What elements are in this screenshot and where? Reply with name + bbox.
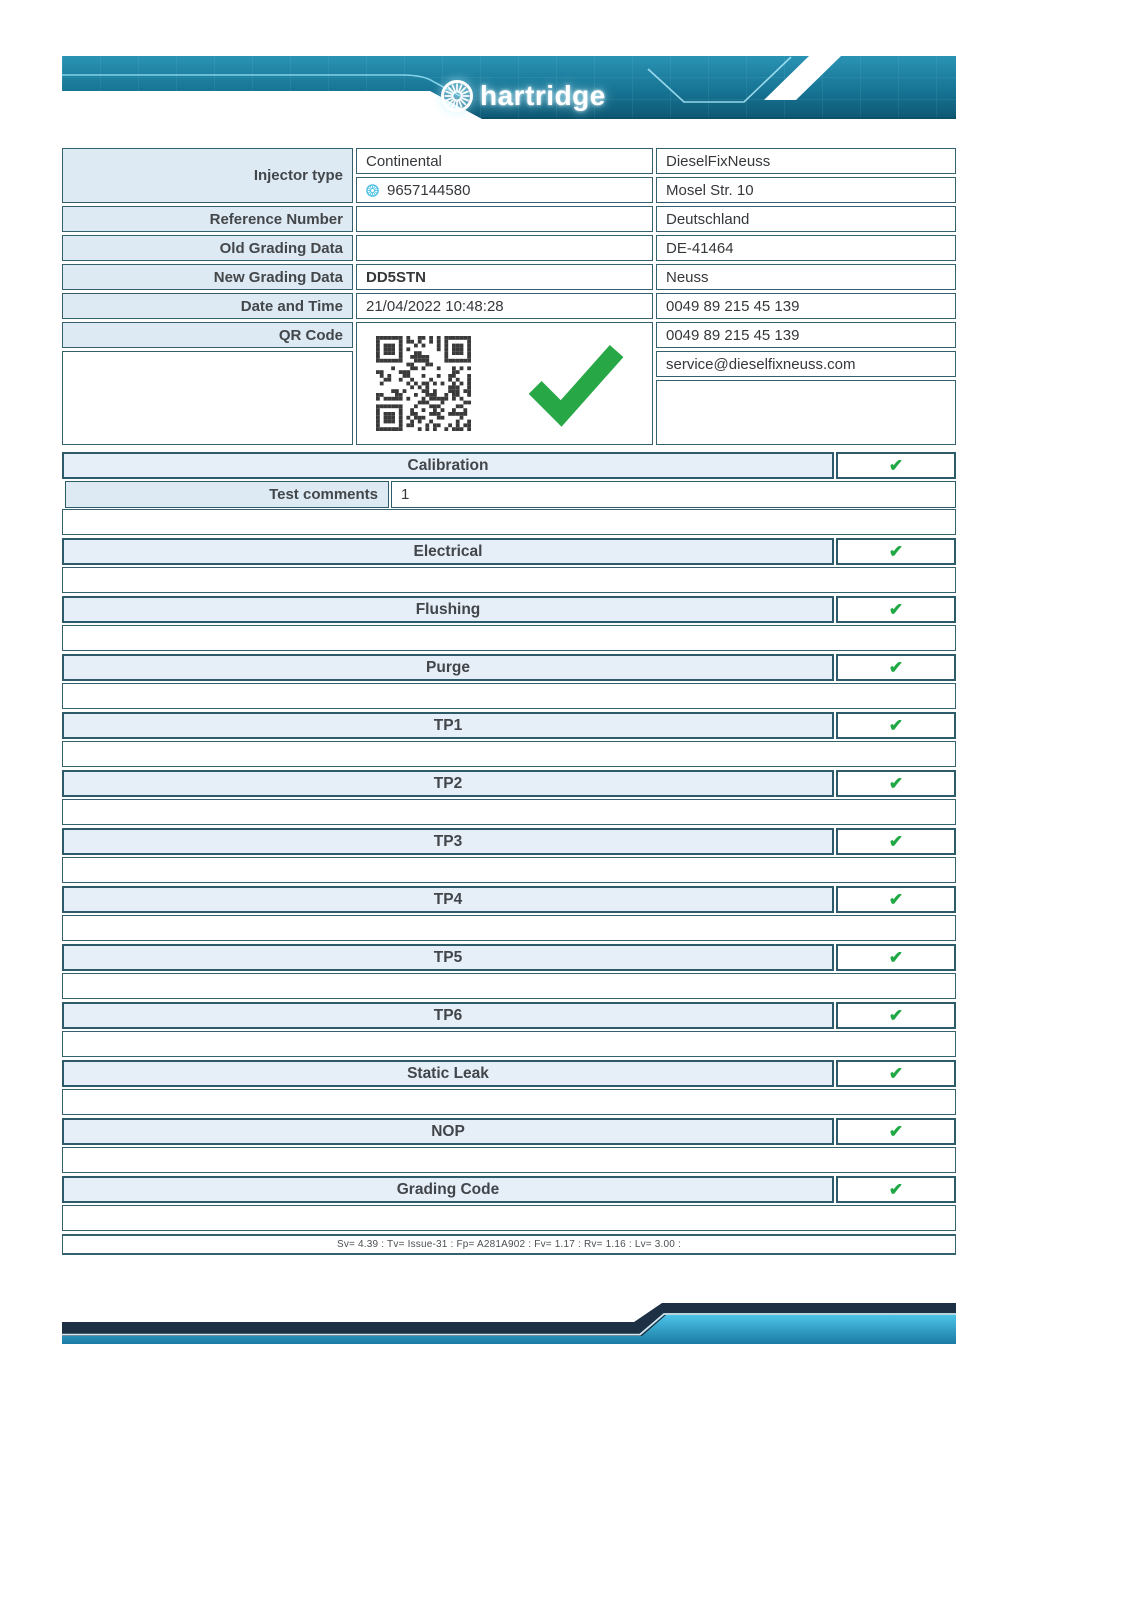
spacer-row [62,1031,956,1057]
pass-check-icon: ✔ [836,770,956,797]
date-time-value: 21/04/2022 10:48:28 [356,293,653,319]
section-row-purge [62,654,956,681]
pass-check-icon: ✔ [836,1002,956,1029]
workshop-city: Neuss [656,264,956,290]
info-empty-left [62,351,353,445]
workshop-name: DieselFixNeuss [656,148,956,174]
section-row-calibration [62,452,956,479]
spacer-row [62,509,956,535]
spacer-row [62,857,956,883]
spacer-row [62,1089,956,1115]
injector-part-number: 9657144580 [387,181,471,199]
brand-logo [440,79,606,113]
pass-check-icon: ✔ [836,1060,956,1087]
section-label: Electrical [62,538,834,565]
pass-check-icon: ✔ [836,596,956,623]
section-label: TP4 [62,886,834,913]
section-row-tp4 [62,886,956,913]
test-comments-value: 1 [391,481,956,508]
section-label: Static Leak [62,1060,834,1087]
section-label: TP6 [62,1002,834,1029]
section-label: Purge [62,654,834,681]
qr-code [376,336,471,431]
header-banner [62,55,956,125]
info-empty-right [656,380,956,445]
label-new-grading: New Grading Data [62,264,353,290]
spacer-row [62,683,956,709]
label-injector-type: Injector type [62,148,353,203]
info-table [62,148,956,445]
section-row-tp5 [62,944,956,971]
workshop-street: Mosel Str. 10 [656,177,956,203]
injector-make: Continental [356,148,653,174]
brand-name: hartridge [480,80,606,111]
section-row-tp1 [62,712,956,739]
label-qr-code: QR Code [62,322,353,348]
section-row-electrical [62,538,956,565]
section-rows-container [62,538,956,1231]
section-label: TP5 [62,944,834,971]
section-label: TP3 [62,828,834,855]
reference-number-value [356,206,653,232]
section-label: TP1 [62,712,834,739]
old-grading-value [356,235,653,261]
part-number-wheel-icon [366,184,379,197]
pass-check-icon: ✔ [836,712,956,739]
spacer-row [62,799,956,825]
section-label: TP2 [62,770,834,797]
section-row-tp3 [62,828,956,855]
section-row-tp6 [62,1002,956,1029]
test-comments-label: Test comments [65,481,389,508]
section-label: Grading Code [62,1176,834,1203]
pass-check-icon: ✔ [836,654,956,681]
injector-part-number-cell [356,177,653,203]
footer-banner [62,1300,956,1348]
workshop-country: Deutschland [656,206,956,232]
test-comments-row [65,481,956,508]
qr-code-cell [356,322,653,445]
workshop-email: service@dieselfixneuss.com [656,351,956,377]
workshop-postal-code: DE-41464 [656,235,956,261]
result-pass-icon [523,338,627,430]
workshop-phone-1: 0049 89 215 45 139 [656,293,956,319]
spacer-row [62,567,956,593]
section-row-grading-code [62,1176,956,1203]
spacer-row [62,973,956,999]
spacer-row [62,915,956,941]
pass-check-icon: ✔ [836,886,956,913]
label-reference-number: Reference Number [62,206,353,232]
spacer-row [62,625,956,651]
label-date-time: Date and Time [62,293,353,319]
label-old-grading: Old Grading Data [62,235,353,261]
pass-check-icon: ✔ [836,828,956,855]
pass-check-icon: ✔ [836,944,956,971]
section-row-tp2 [62,770,956,797]
new-grading-value: DD5STN [356,264,653,290]
workshop-phone-2: 0049 89 215 45 139 [656,322,956,348]
version-info-row: Sv= 4.39 : Tv= Issue-31 : Fp= A281A902 : Fv= 1.17 : Rv= 1.16 : Lv= 3.00 : [62,1234,956,1255]
test-checklist [62,452,956,1255]
spacer-row [62,1205,956,1231]
spacer-row [62,1147,956,1173]
pass-check-icon: ✔ [836,1118,956,1145]
section-row-static-leak [62,1060,956,1087]
section-label: Calibration [62,452,834,479]
section-label: NOP [62,1118,834,1145]
spacer-row [62,741,956,767]
section-row-nop [62,1118,956,1145]
footer-banner-graphic [62,1300,956,1348]
pass-check-icon: ✔ [836,1176,956,1203]
section-row-flushing [62,596,956,623]
pass-check-icon: ✔ [836,452,956,479]
wheel-logo-icon [440,79,474,113]
pass-check-icon: ✔ [836,538,956,565]
section-label: Flushing [62,596,834,623]
